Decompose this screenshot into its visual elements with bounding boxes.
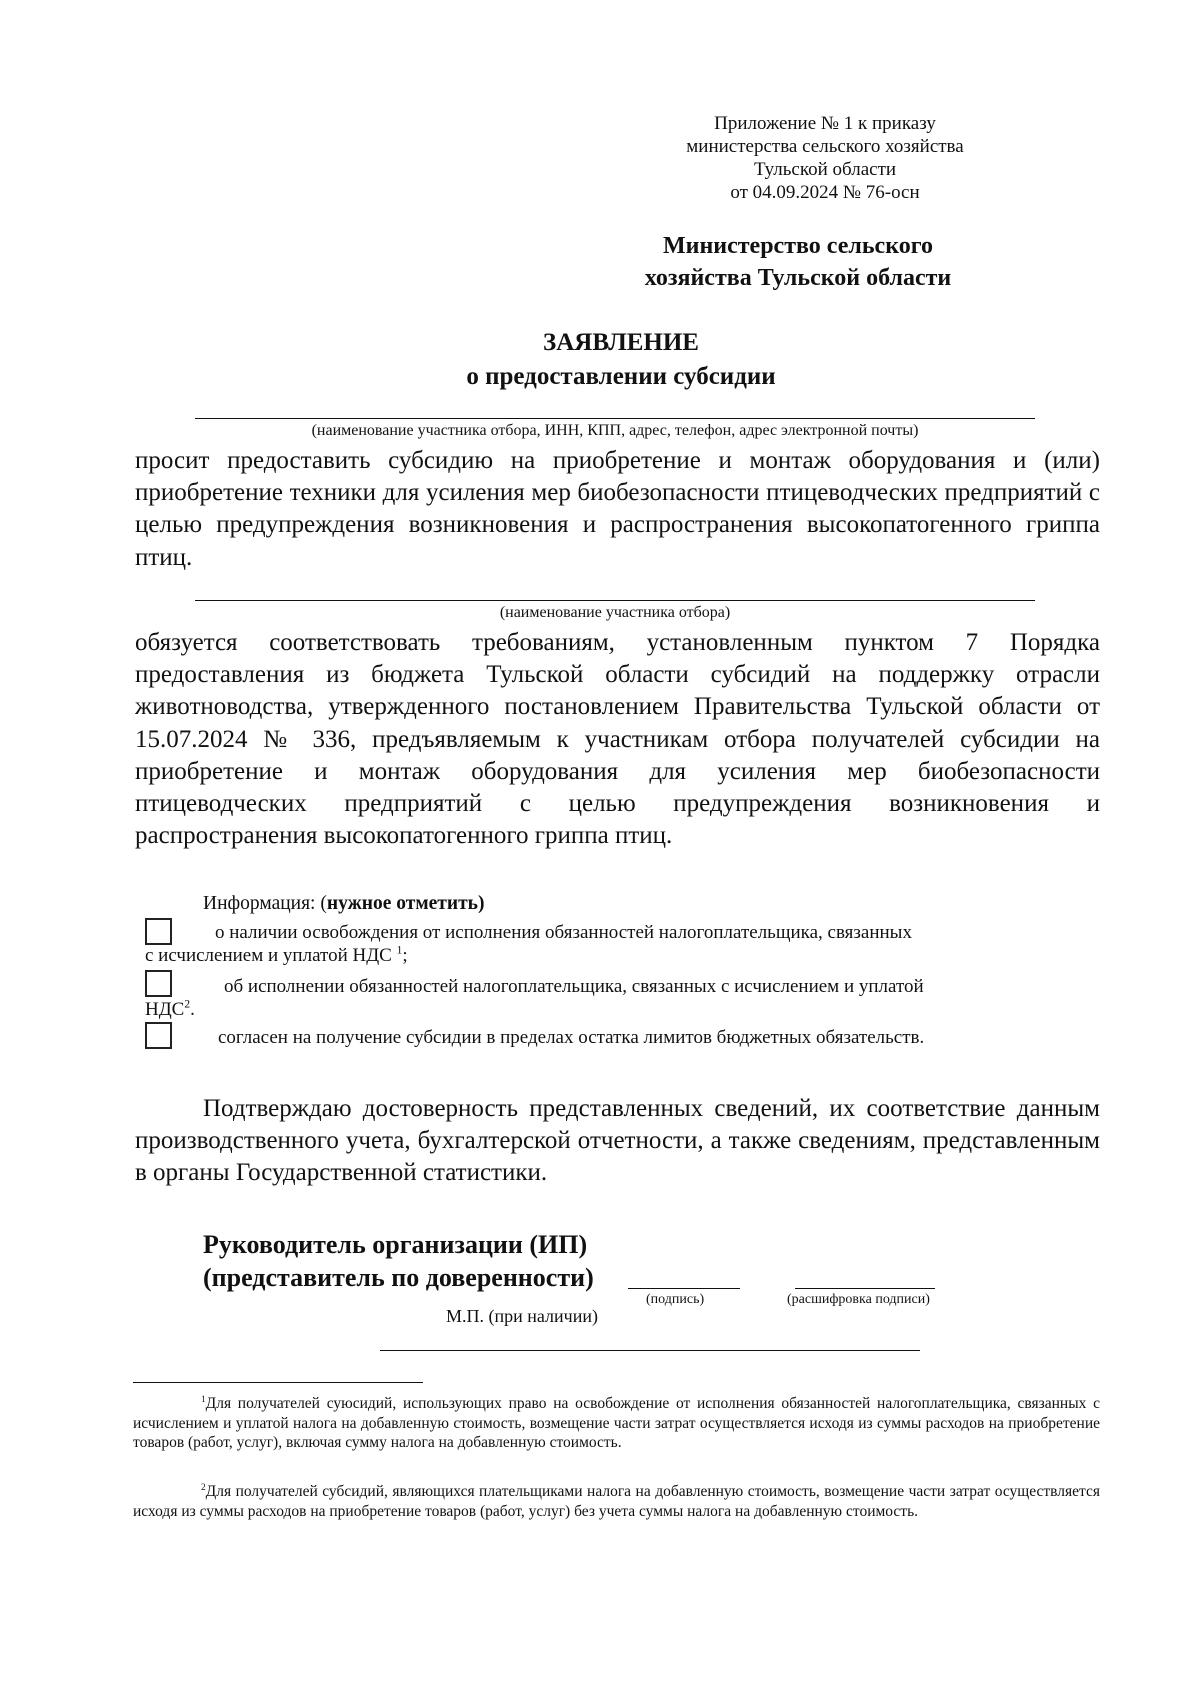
appendix-line: от 04.09.2024 № 76-осн — [730, 182, 920, 203]
title-sub: о предоставлении субсидии — [466, 363, 776, 390]
option-text: НДС — [145, 999, 185, 1020]
applicant-field-line[interactable] — [195, 418, 1035, 419]
footnote-text: Для получателей субсидий, являющихся плательщиками налога на добавленную стоимость, возмещение части затрат осуществляется исходя из суммы расходов на приобретение товаров (работ, услуг) без учета суммы налога на добавленную стоимость. — [133, 1483, 1100, 1520]
footnote-number: 2 — [201, 1482, 206, 1493]
signature-decode-caption: (расшифровка подписи) — [787, 1292, 930, 1307]
checkbox-vat-payer[interactable] — [145, 970, 172, 997]
appendix-line: Приложение № 1 к приказу — [714, 113, 936, 134]
option-vat-exemption-line2 — [145, 944, 408, 967]
signature-caption: (подпись) — [646, 1292, 705, 1307]
signature-line[interactable] — [628, 1288, 740, 1289]
participant-field-line[interactable] — [195, 600, 1035, 601]
applicant-field-caption: (наименование участника отбора, ИНН, КПП, адрес, телефон, адрес электронной почты) — [311, 422, 919, 439]
footnote-ref: 2 — [184, 998, 191, 1011]
ministry-line: Министерство сельского — [662, 233, 934, 259]
ministry-line: хозяйства Тульской области — [644, 265, 952, 291]
appendix-line: Тульской области — [753, 159, 897, 180]
option-vat-exemption-line1: о наличии освобождения от исполнения обязанностей налогоплательщика, связанных — [215, 922, 912, 943]
request-paragraph: просит предоставить субсидию на приобретение и монтаж оборудования и (или) приобретение техники для усиления мер биобезопасности птицеводческих предприятий с целью предупреждения возникновения и распространения высокопатогенного гриппа птиц. — [135, 447, 1100, 571]
stamp-place: М.П. (при наличии) — [446, 1306, 598, 1326]
footnote-separator — [133, 1382, 423, 1383]
appendix-line: министерства сельского хозяйства — [686, 136, 964, 157]
document-title — [0, 326, 1200, 394]
footnote-2 — [133, 1482, 1100, 1521]
option-text: с исчислением и уплатой НДС — [145, 945, 397, 966]
option-punct: . — [190, 999, 195, 1020]
bottom-line — [380, 1350, 920, 1351]
title-main: ЗАЯВЛЕНИЕ — [543, 329, 699, 356]
footnote-1 — [133, 1394, 1100, 1453]
option-punct: ; — [402, 945, 408, 966]
confirmation-paragraph — [135, 1093, 1100, 1189]
confirmation-text: Подтверждаю достоверность представленных сведений, их соответствие данным производственного учета, бухгалтерской отчетности, а также сведениям, представленным в органы Государственной статистики. — [135, 1095, 1100, 1186]
addressee-ministry — [598, 230, 998, 294]
appendix-header — [655, 112, 995, 204]
option-vat-payer-line2 — [145, 998, 195, 1021]
checkbox-vat-exemption[interactable] — [145, 918, 172, 945]
footnote-text: Для получателей суюсидий, использующих право на освобождение от исполнения обязанностей налогоплательщика, связанных с исчислением и уплатой налога на добавленную стоимость, возмещение части затрат осуществляется исходя из суммы расходов на приобретение товаров (работ, услуг), включая сумму налога на добавленную стоимость. — [133, 1395, 1100, 1451]
option-budget-limits: согласен на получение субсидии в пределах остатка лимитов бюджетных обязательств. — [218, 1027, 925, 1048]
obligation-paragraph: обязуется соответствовать требованиям, установленным пунктом 7 Порядка предоставления из бюджета Тульской области субсидий на поддержку отрасли животноводства, утвержденного постановлением Правительства Тульской области от 15.07.2024 № 336, предъявляемым к участникам отбора получателей субсидии на приобретение и монтаж оборудования для усиления мер биобезопасности птицеводческих предприятий с целью предупреждения возникновения и распространения высокопатогенного гриппа птиц. — [135, 629, 1100, 850]
footnote-ref: 1 — [396, 944, 403, 957]
option-vat-payer-line1: об исполнении обязанностей налогоплательщика, связанных с исчислением и уплатой — [224, 976, 924, 997]
participant-field-caption: (наименование участника отбора) — [499, 604, 731, 621]
info-label-bold: нужное отметить — [326, 893, 478, 914]
signatory-title: Руководитель организации (ИП) — [203, 1230, 588, 1259]
info-label — [203, 893, 484, 915]
checkbox-budget-limits[interactable] — [145, 1022, 172, 1049]
info-label-text: Информация: ( — [203, 893, 327, 914]
footnote-number: 1 — [201, 1394, 206, 1405]
signature-decode-line[interactable] — [795, 1288, 935, 1289]
info-label-close: ) — [477, 893, 485, 914]
signatory-proxy: (представитель по доверенности) — [203, 1263, 594, 1292]
